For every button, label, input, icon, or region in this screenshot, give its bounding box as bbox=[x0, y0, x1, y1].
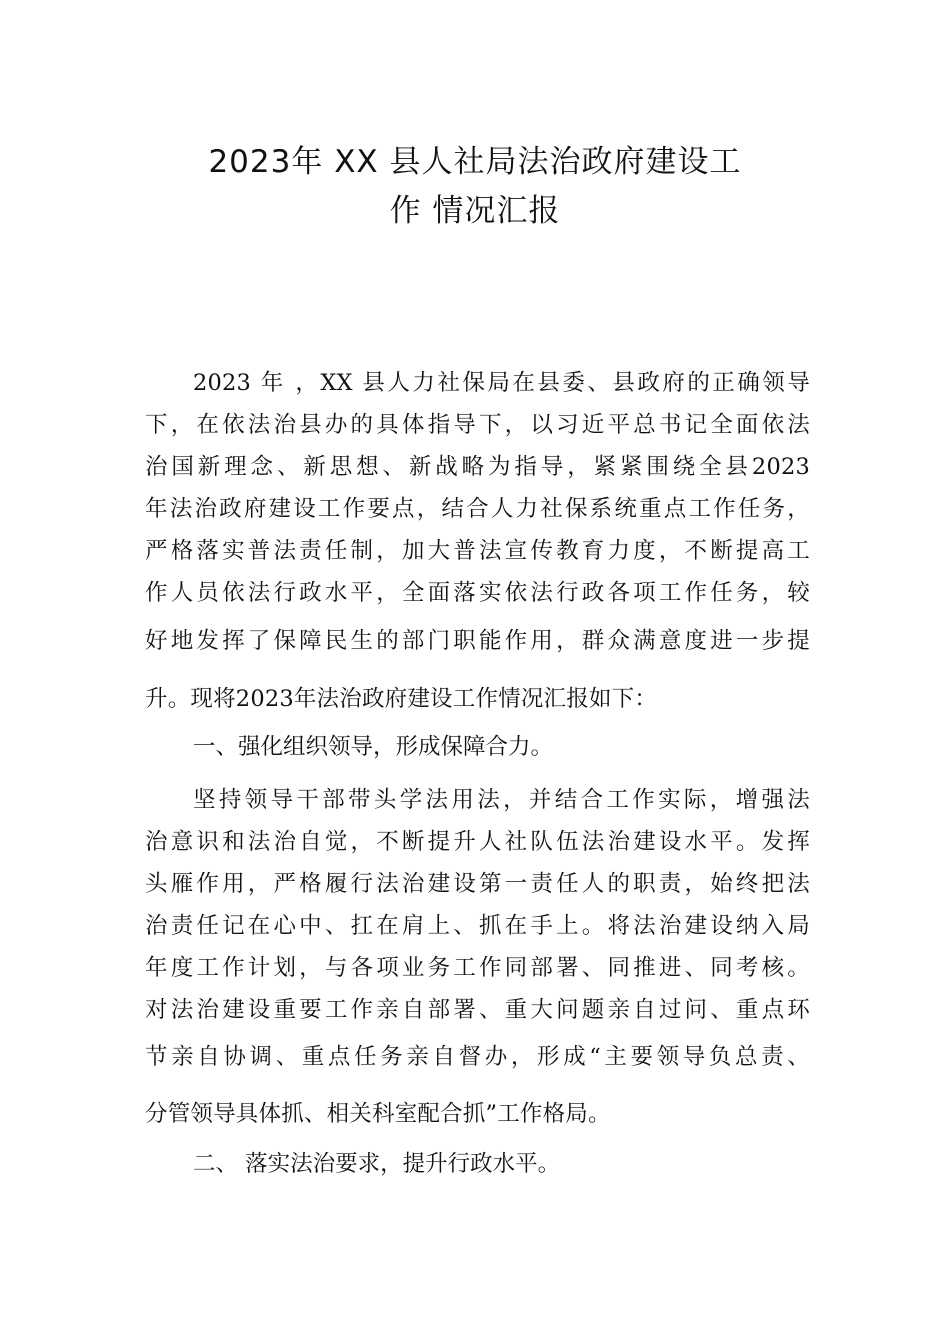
paragraph-1-line: 2023 年 ，XX 县人力社保局在县委、县政府的正确领导 bbox=[193, 370, 810, 396]
paragraph-2-line: 头雁作用，严格履行法治建设第一责任人的职责，始终把法 bbox=[145, 871, 810, 897]
paragraph-2-line: 治责任记在心中、扛在肩上、抓在手上。将法治建设纳入局 bbox=[145, 913, 810, 939]
document-title-line-2: 作 情况汇报 bbox=[389, 193, 561, 229]
paragraph-1-line: 治国新理念、新思想、新战略为指导，紧紧围绕全县2023 bbox=[145, 454, 810, 480]
paragraph-1-line: 好地发挥了保障民生的部门职能作用，群众满意度进一步提 bbox=[145, 628, 810, 654]
paragraph-2-line: 分管领导具体抓、相关科室配合抓”工作格局。 bbox=[145, 1101, 611, 1127]
paragraph-1-line: 下，在依法治县办的具体指导下，以习近平总书记全面依法 bbox=[145, 412, 810, 438]
paragraph-1-line: 升。现将2023年法治政府建设工作情况汇报如下： bbox=[145, 686, 658, 712]
section-heading-2: 二、 落实法治要求，提升行政水平。 bbox=[193, 1151, 561, 1177]
document-title-line-1: 2023年 XX 县人社局法治政府建设工 bbox=[208, 144, 742, 180]
section-heading-1: 一、强化组织领导，形成保障合力。 bbox=[193, 734, 554, 760]
paragraph-2-line: 年度工作计划，与各项业务工作同部署、同推进、同考核。 bbox=[145, 955, 810, 981]
paragraph-2-line: 对法治建设重要工作亲自部署、重大问题亲自过问、重点环 bbox=[145, 997, 810, 1023]
paragraph-1-line: 年法治政府建设工作要点，结合人力社保系统重点工作任务， bbox=[145, 496, 810, 522]
paragraph-2-line: 坚持领导干部带头学法用法，并结合工作实际，增强法 bbox=[193, 787, 810, 813]
paragraph-2-line: 治意识和法治自觉，不断提升人社队伍法治建设水平。发挥 bbox=[145, 829, 810, 855]
paragraph-2-line: 节亲自协调、重点任务亲自督办，形成“主要领导负总责、 bbox=[145, 1044, 810, 1070]
paragraph-1-line: 作人员依法行政水平，全面落实依法行政各项工作任务，较 bbox=[145, 580, 810, 606]
paragraph-1-line: 严格落实普法责任制，加大普法宣传教育力度，不断提高工 bbox=[145, 538, 810, 564]
